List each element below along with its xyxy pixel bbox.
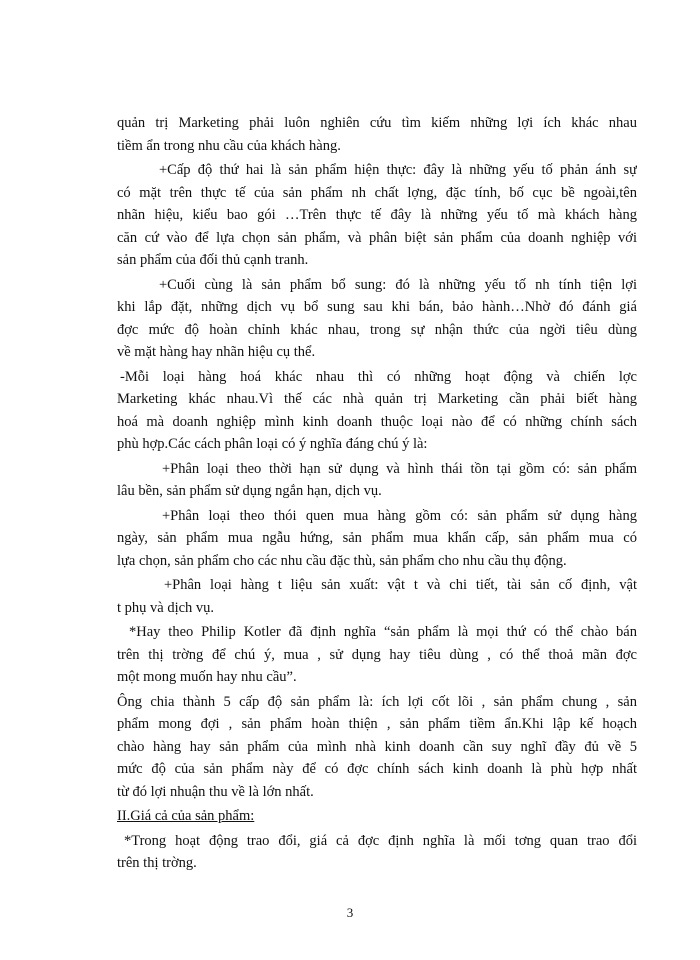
text-line: mức độ của sản phẩm này để có đợc chính sách kinh doanh là phù hợp nhất xyxy=(117,761,637,777)
paragraph xyxy=(117,274,637,364)
text-line: +Cấp độ thứ hai là sản phẩm hiện thực: đây là những yếu tố phản ánh sự xyxy=(159,162,637,178)
text-line: Ông chia thành 5 cấp độ sản phẩm là: ích lợi cốt lõi , sản phẩm chung , sản xyxy=(117,693,637,710)
text-line: -Mỗi loại hàng hoá khác nhau thì có những hoạt động và chiến lợc xyxy=(120,368,637,385)
paragraph xyxy=(117,574,637,619)
paragraph xyxy=(117,505,637,573)
text-line: phù hợp.Các cách phân loại có ý nghĩa đáng chú ý là: xyxy=(117,436,428,452)
text-line: +Phân loại theo thời hạn sử dụng và hình thái tồn tại gồm có: sản phẩm xyxy=(162,460,637,477)
paragraph xyxy=(117,621,637,689)
text-line: một mong muốn hay nhu cầu”. xyxy=(117,669,297,685)
text-line: Marketing khác nhau.Vì thế các nhà quản trị Marketing cần phải biết hàng xyxy=(117,391,637,407)
text-line: sản phẩm của đối thủ cạnh tranh. xyxy=(117,252,309,268)
text-line: *Trong hoạt động trao đổi, giá cả đợc định nghĩa là mối tơng quan trao đổi xyxy=(124,832,637,849)
text-line: +Cuối cùng là sản phẩm bổ sung: đó là những yếu tố nh tính tiện lợi xyxy=(159,276,637,293)
text-line: căn cứ vào để lựa chọn sản phẩm, và phân biệt sản phẩm của doanh nghiệp với xyxy=(117,229,637,246)
text-line: có mặt trên thực tế của sản phẩm nh chất lợng, đặc tính, bố cục bề ngoài,tên xyxy=(117,184,637,201)
text-line: lâu bền, sản phẩm sử dụng ngắn hạn, dịch vụ. xyxy=(117,483,382,499)
text-line: về mặt hàng hay nhãn hiệu cụ thể. xyxy=(117,344,316,360)
paragraph xyxy=(117,458,637,503)
text-line: +Phân loại hàng t liệu sản xuất: vật t và chi tiết, tài sản cố định, vật xyxy=(164,577,637,593)
text-line: trên thị trờng để chú ý, mua , sử dụng hay tiêu dùng , có thể thoả mãn đợc xyxy=(117,646,637,663)
section-heading xyxy=(117,805,637,828)
text-line: *Hay theo Philip Kotler đã định nghĩa “sản phẩm là mọi thứ có thể chào bán xyxy=(129,624,637,640)
text-line: II.Giá cả của sản phẩm: xyxy=(117,808,255,824)
text-line: tiềm ẩn trong nhu cầu của khách hàng. xyxy=(117,137,341,154)
paragraph xyxy=(117,112,637,157)
text-line: hoá mà doanh nghiệp mình kinh doanh thuộc loại nào để có những chính sách xyxy=(117,413,637,430)
text-line: quản trị Marketing phải luôn nghiên cứu tìm kiếm những lợi ích khác nhau xyxy=(117,115,637,131)
page-body xyxy=(117,112,637,877)
text-line: phẩm mong đợi , sản phẩm hoàn thiện , sản phẩm tiềm ẩn.Khi lập kế hoạch xyxy=(117,716,637,732)
text-line: +Phân loại theo thói quen mua hàng gồm có: sản phẩm sử dụng hàng xyxy=(162,507,637,524)
text-line: t phụ và dịch vụ. xyxy=(117,599,215,616)
text-line: đợc mức độ hoàn chỉnh khác nhau, trong sự nhận thức của ngời tiêu dùng xyxy=(117,321,637,338)
text-line: khi lắp đặt, những dịch vụ bổ sung sau khi bán, bảo hành…Nhờ đó đánh giá xyxy=(117,299,637,315)
text-line: từ đó lợi nhuận thu về là lớn nhất. xyxy=(117,783,314,800)
paragraph xyxy=(117,159,637,272)
text-line: lựa chọn, sản phẩm cho các nhu cầu đặc thù, sản phẩm cho nhu cầu thụ động. xyxy=(117,552,567,569)
text-line: chào hàng hay sản phẩm của mình nhà kinh doanh cần suy nghĩ đầy đủ về 5 xyxy=(117,738,637,755)
page-number: 3 xyxy=(346,905,354,920)
paragraph xyxy=(117,366,637,456)
text-line: ngày, sản phẩm mua ngẫu hứng, sản phẩm mua khẩn cấp, sản phẩm mua có xyxy=(117,530,637,546)
text-line: nhãn hiệu, kiểu bao gói …Trên thực tế đây là những yếu tố mà khách hàng xyxy=(117,207,637,223)
paragraph xyxy=(117,691,637,804)
text-line: trên thị trờng. xyxy=(117,855,197,871)
paragraph xyxy=(117,830,637,875)
